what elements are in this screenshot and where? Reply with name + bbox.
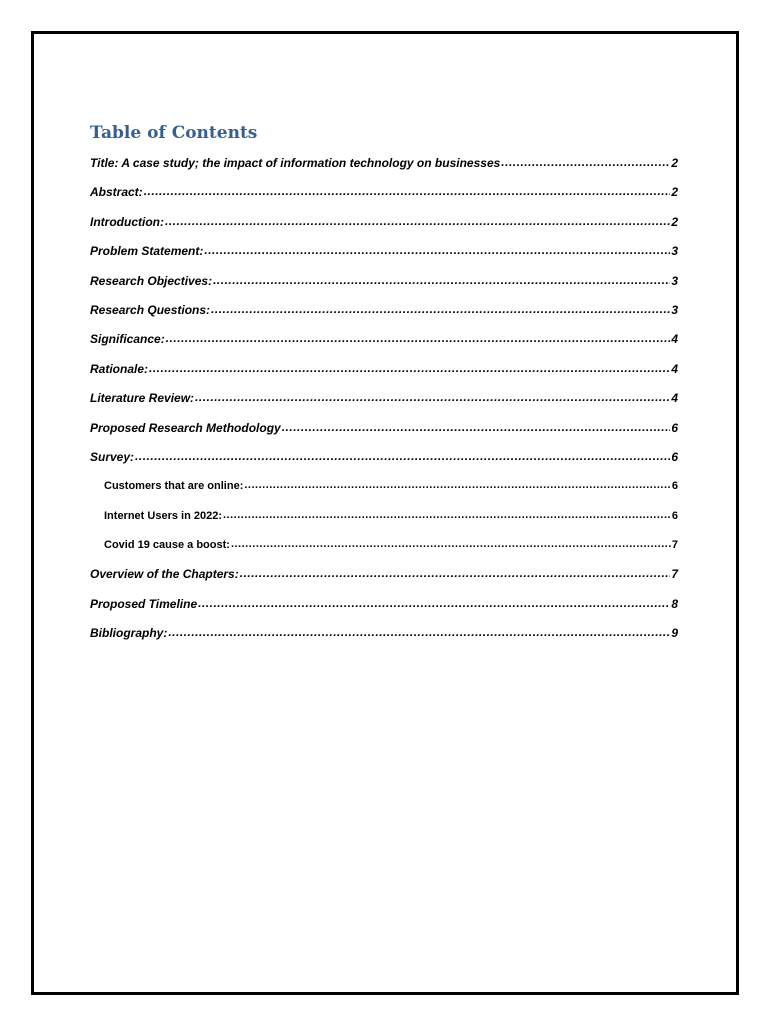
toc-leader-dots: [213, 273, 670, 285]
toc-leader-dots: [165, 214, 670, 226]
toc-entry-page: 2: [671, 156, 678, 170]
toc-entry-page: 7: [671, 567, 678, 582]
toc-leader-dots: [135, 449, 670, 461]
toc-entry-page: 7: [671, 539, 678, 552]
toc-entry-label: Bibliography:: [90, 626, 168, 641]
toc-leader-dots: [211, 302, 670, 314]
toc-entry-label: Abstract:: [90, 185, 143, 200]
toc-entry-page: 6: [671, 509, 678, 522]
toc-entry-research-objectives[interactable]: [90, 273, 678, 302]
toc-entry-label: Proposed Timeline: [90, 596, 198, 611]
toc-entry-covid-19-boost[interactable]: [90, 537, 678, 566]
toc-entry-page: 3: [671, 244, 678, 259]
toc-leader-dots: [144, 184, 671, 196]
toc-entry-bibliography[interactable]: [90, 625, 678, 654]
toc-entry-page: 6: [671, 420, 678, 435]
toc-entry-overview-chapters[interactable]: [90, 566, 678, 595]
toc-entry-label: Rationale:: [90, 361, 149, 376]
toc-entry-label: Internet Users in 2022:: [104, 509, 222, 522]
toc-entry-survey[interactable]: [90, 449, 678, 478]
toc-entry-page: 4: [671, 332, 678, 347]
toc-leader-dots: [204, 243, 670, 255]
toc-entry-research-questions[interactable]: [90, 302, 678, 331]
toc-entry-label: Survey:: [90, 449, 135, 464]
toc-entry-label: Significance:: [90, 332, 165, 347]
toc-entry-label: Literature Review:: [90, 391, 195, 406]
toc-leader-dots: [166, 331, 671, 343]
toc-entry-page: 3: [671, 302, 678, 317]
toc-leader-dots: [198, 596, 670, 608]
toc-entry-literature-review[interactable]: [90, 390, 678, 419]
toc-entry-page: 2: [671, 214, 678, 229]
toc-title: Table of Contents: [90, 123, 258, 143]
toc-entry-page: 3: [671, 273, 678, 288]
toc-entry-label: Problem Statement:: [90, 244, 204, 259]
toc-leader-dots: [168, 625, 670, 637]
toc-leader-dots: [244, 478, 671, 489]
toc-leader-dots: [231, 537, 671, 548]
toc-entry-page: 6: [671, 449, 678, 464]
toc-leader-dots: [501, 155, 670, 167]
toc-entry-label: Covid 19 cause a boost:: [104, 539, 230, 552]
toc-entry-page: 4: [671, 361, 678, 376]
toc-leader-dots: [223, 508, 671, 519]
toc-entry-page: 2: [671, 185, 678, 200]
toc-entry-label: Title: A case study; the impact of information technology on businesses: [90, 156, 501, 170]
toc-entry-label: Overview of the Chapters:: [90, 567, 239, 582]
toc-list: [90, 155, 678, 655]
toc-entry-title[interactable]: [90, 155, 678, 184]
toc-entry-internet-users-2022[interactable]: [90, 508, 678, 537]
toc-entry-introduction[interactable]: [90, 214, 678, 243]
toc-leader-dots: [149, 361, 670, 373]
toc-entry-label: Customers that are online:: [104, 480, 244, 493]
toc-entry-problem-statement[interactable]: [90, 243, 678, 272]
toc-leader-dots: [240, 566, 671, 578]
toc-leader-dots: [195, 390, 670, 402]
toc-entry-page: 6: [671, 480, 678, 493]
toc-entry-rationale[interactable]: [90, 361, 678, 390]
toc-entry-label: Introduction:: [90, 214, 164, 229]
toc-entry-significance[interactable]: [90, 331, 678, 360]
toc-entry-abstract[interactable]: [90, 184, 678, 213]
toc-entry-proposed-timeline[interactable]: [90, 596, 678, 625]
toc-entry-page: 9: [671, 626, 678, 641]
toc-entry-page: 4: [671, 391, 678, 406]
toc-entry-page: 8: [671, 596, 678, 611]
toc-entry-customers-online[interactable]: [90, 478, 678, 507]
toc-entry-label: Research Objectives:: [90, 273, 213, 288]
toc-entry-label: Research Questions:: [90, 302, 211, 317]
toc-leader-dots: [282, 420, 671, 432]
toc-entry-label: Proposed Research Methodology: [90, 420, 281, 435]
toc-entry-proposed-research-methodology[interactable]: [90, 420, 678, 449]
